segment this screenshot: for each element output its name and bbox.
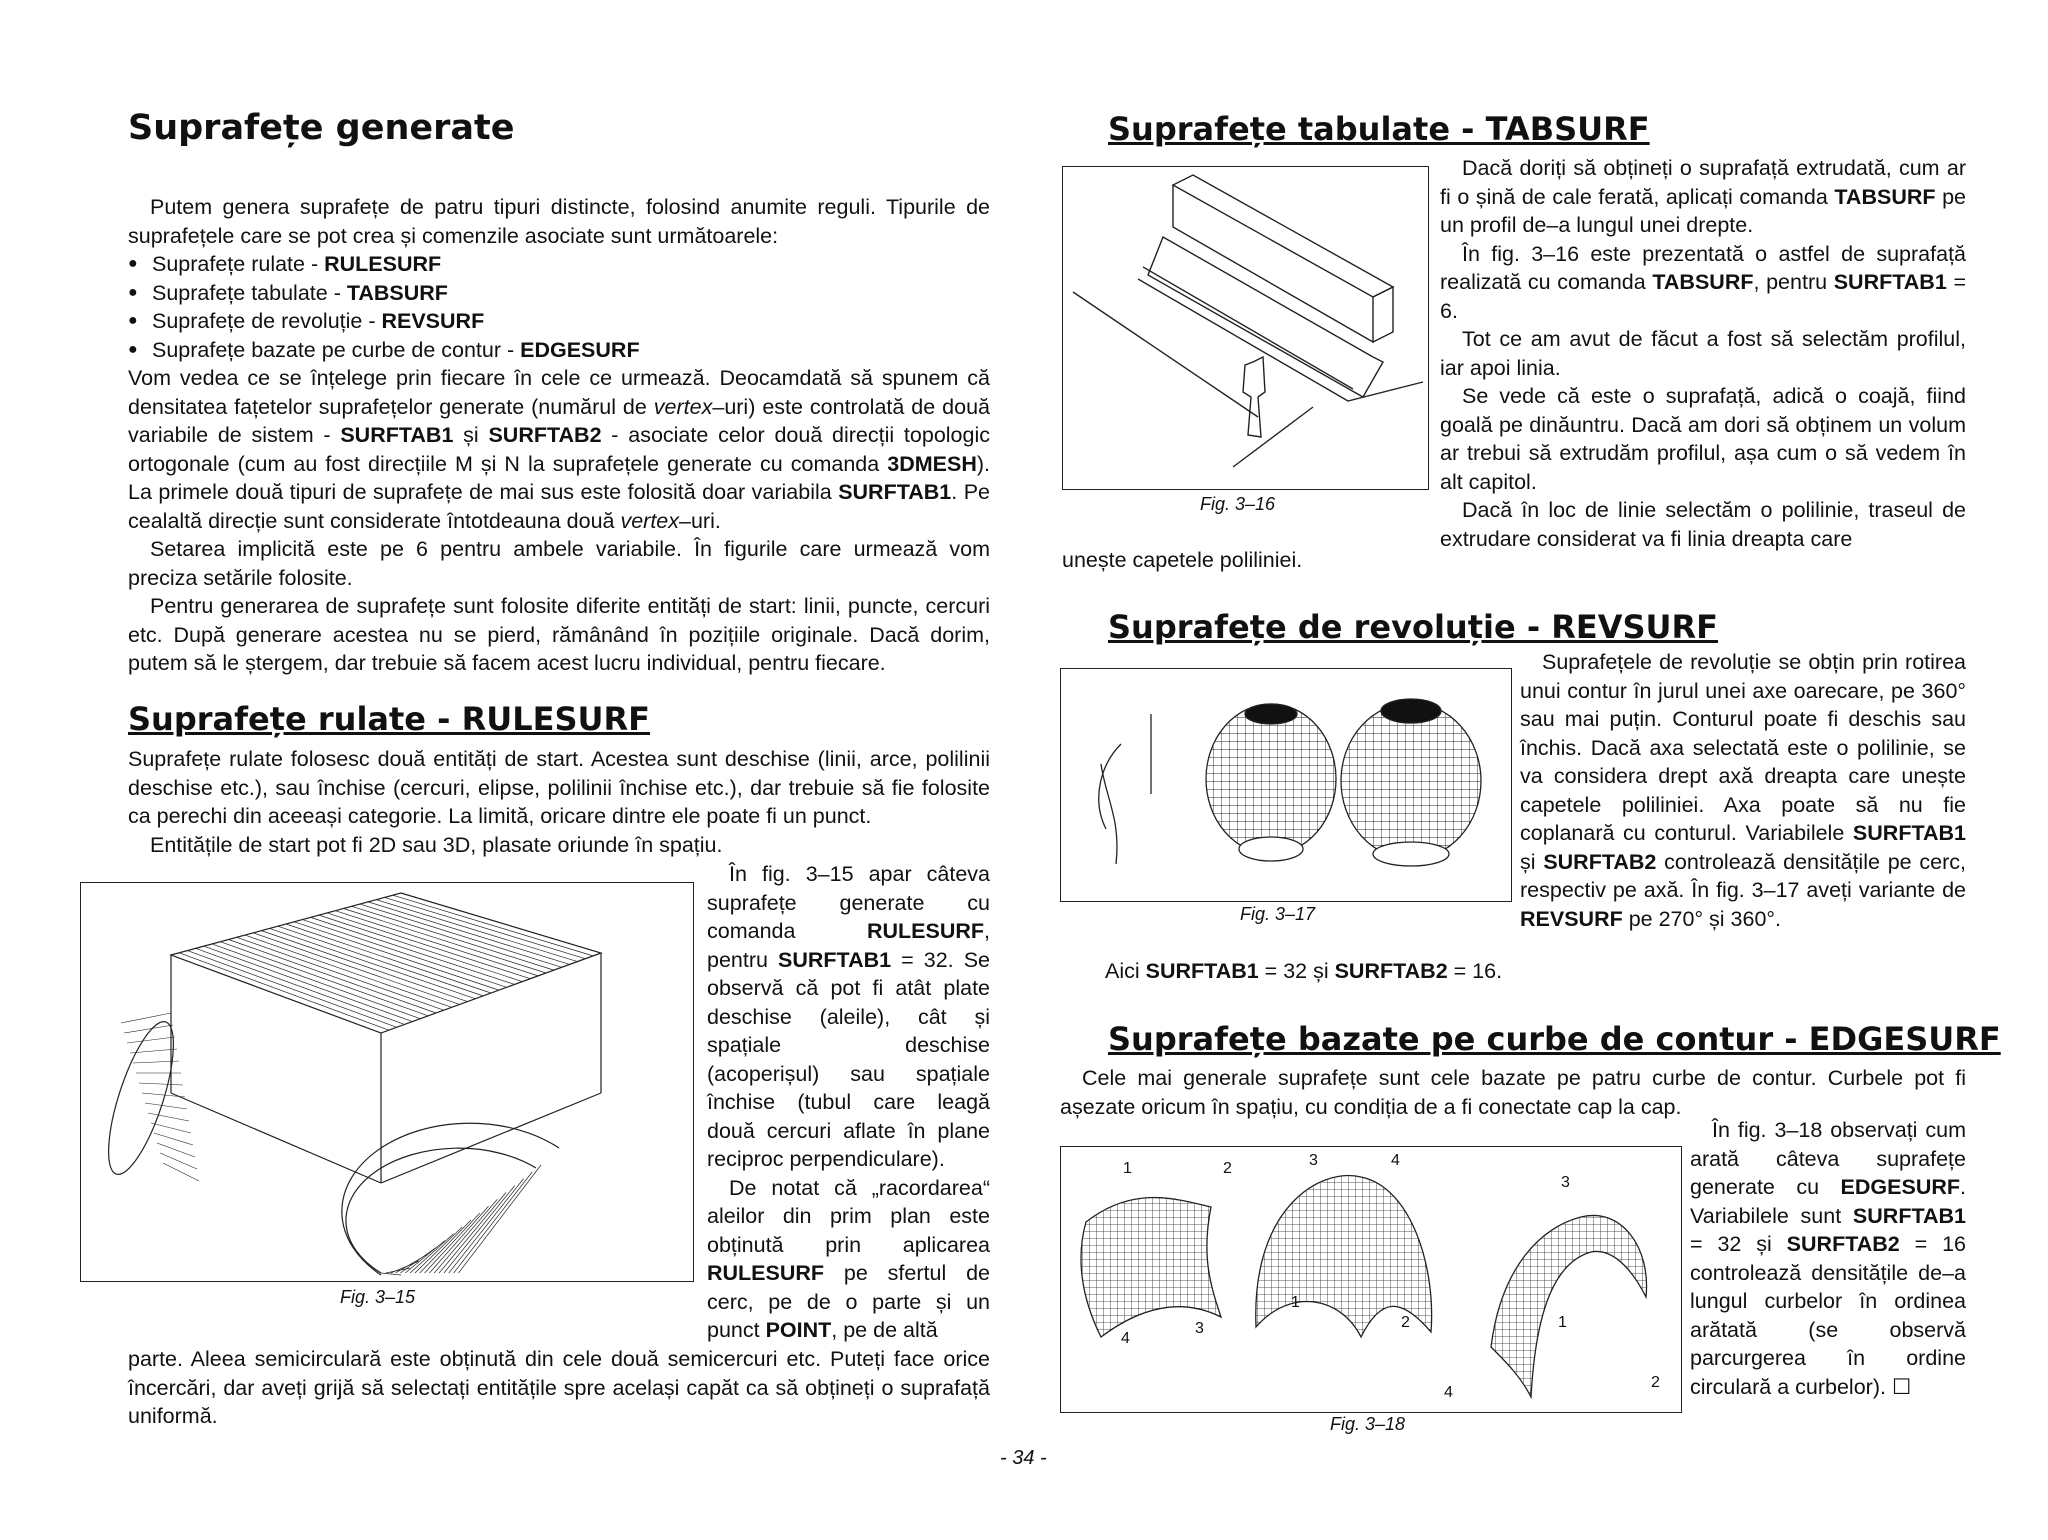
curve-label: 4	[1391, 1152, 1400, 1169]
roof-ruling-line	[335, 911, 538, 976]
tube-ruling-line	[151, 1123, 191, 1133]
list-item: ● Suprafețe de revoluție - REVSURF	[128, 307, 990, 336]
list-item: ● Suprafețe rulate - RULESURF	[128, 250, 990, 279]
curve-label: 2	[1651, 1374, 1660, 1391]
edgesurf-paragraph: Cele mai generale suprafețe sunt cele bazate pe patru curbe de contur. Curbele pot fi așezate oricum în spațiu, cu condiția de a fi conectate cap la cap.	[1060, 1066, 1966, 1119]
tabsurf-heading: Suprafețe tabulate - TABSURF	[1108, 110, 1650, 148]
roof-ruling-line	[237, 937, 444, 1010]
figure-3-17	[1060, 668, 1512, 902]
roof-ruling-line	[385, 897, 586, 958]
list-item: ● Suprafețe bazate pe curbe de contur - EDGESURF	[128, 336, 990, 365]
revsurf-illustration	[1061, 669, 1511, 901]
intro-section	[128, 193, 990, 678]
roof-ruling-line	[294, 922, 499, 990]
tube-ruling-line	[163, 1163, 199, 1181]
figure-caption: Fig. 3–15	[340, 1287, 416, 1307]
roof-ruling-line	[286, 924, 491, 993]
edgesurf-heading: Suprafețe bazate pe curbe de contur - EDGESURF	[1108, 1020, 2001, 1058]
figure-caption: Fig. 3–16	[1200, 494, 1276, 514]
tube-ruling-line	[157, 1143, 195, 1157]
curve-label: 4	[1121, 1330, 1130, 1347]
edgesurf-illustration	[1061, 1147, 1681, 1412]
roof-ruling-line	[401, 893, 601, 953]
roof-ruling-line	[376, 900, 577, 962]
density-paragraph: Vom vedea ce se înțelege prin fiecare în cele ce urmează. Deocamdată să spunem că densitatea fațetelor suprafețelor generate (numărul de vertex–uri) este controlată de două variabile de sistem - SURFTAB1 și SURFTAB2 - asociate celor două direcții topologic ortogonale (cum au fost direcțiile M și N la suprafețele generate cu comanda 3DMESH). La primele două tipuri de suprafețe de mai sus este folosită doar variabila SURFTAB1. Pe cealaltă direcție sunt considerate întotdeauna două vertex–uri.	[128, 366, 990, 533]
path-ruling-line	[444, 1186, 515, 1273]
tabsurf-paragraph: Dacă doriți să obțineți o suprafață extrudată, cum ar fi o șină de cale ferată, aplicați comanda TABSURF pe un profil de–a lungul unei drepte.	[1440, 156, 1966, 237]
roof-ruling-line	[261, 931, 467, 1002]
intro-paragraph: Putem genera suprafețe de patru tipuri distincte, folosind anumite reguli. Tipurile de suprafețele care se pot crea și comenzile asociate sunt următoarele:	[128, 195, 990, 248]
rulesurf-side-paragraph: În fig. 3–15 apar câteva suprafețe generate cu comanda RULESURF, pentru SURFTAB1 = 32. Se observă că pot fi atât plate deschise (aleile), cât și spațiale deschise (acoperișul) sau spațiale închise (tubul care leagă două cercuri aflate în plane reciproc perpendiculare).	[707, 862, 990, 1171]
tube-ruling-line	[154, 1133, 193, 1145]
roof-ruling-line	[344, 909, 547, 974]
roof-ruling-line	[302, 920, 506, 988]
roof-ruling-line	[368, 902, 569, 965]
path-ruling-line	[454, 1172, 533, 1273]
edgesurf-side-text	[1690, 1116, 1966, 1401]
rulesurf-illustration	[81, 883, 693, 1281]
roof-ruling-line	[229, 940, 437, 1014]
path-ruling-line	[400, 1248, 436, 1274]
curve-label: 4	[1444, 1384, 1453, 1401]
revsurf-side-text	[1520, 648, 1966, 933]
tube-ruling-line	[139, 1083, 183, 1085]
page-title: Suprafețe generate	[128, 108, 515, 148]
rail-illustration	[1063, 167, 1428, 489]
curve-label: 2	[1401, 1314, 1410, 1331]
rulesurf-side-text	[707, 860, 990, 1345]
tube-ruling-line	[145, 1103, 187, 1109]
curve-label: 2	[1223, 1160, 1232, 1177]
rulesurf-closing	[128, 1345, 990, 1431]
curve-label: 3	[1309, 1152, 1318, 1169]
revsurf-paragraph: Suprafețele de revoluție se obțin prin rotirea unui contur în jurul unei axe oarecare, pe 360° sau mai puțin. Conturul poate fi deschis sau închis. Dacă axa selectată este o polilinie, se va considera drept axă dreapta care unește capetele poliliniei. Axa poate să nu fie coplanară cu conturul. Variabilele SURFTAB1 și SURFTAB2 controlează densitățile pe cerc, respectiv pe axă. În fig. 3–17 aveți variante de REVSURF pe 270° și 360°.	[1520, 650, 1966, 931]
path-ruling-line	[434, 1199, 497, 1273]
start-entities-paragraph: Pentru generarea de suprafețe sunt folosite diferite entități de start: linii, puncte, cercuri etc. După generare acestea nu se pierd, rămânând în pozițiile originale. Dacă dorim, putem să le ștergem, dar trebuie să facem acest lucru individual, pentru fiecare.	[128, 594, 990, 675]
revsurf-settings: Aici SURFTAB1 = 32 și SURFTAB2 = 16.	[1105, 959, 1503, 983]
tabsurf-side-text	[1440, 154, 1966, 553]
curve-label: 1	[1123, 1160, 1132, 1177]
rulesurf-section	[128, 745, 990, 859]
figure-caption: Fig. 3–18	[1330, 1414, 1406, 1434]
roof-ruling-line	[245, 935, 452, 1007]
curve-label: 3	[1561, 1174, 1570, 1191]
edgesurf-intro	[1060, 1064, 1966, 1121]
roof-ruling-line	[270, 928, 476, 998]
tabsurf-paragraph-6: unește capetele poliliniei.	[1062, 548, 1303, 572]
tabsurf-paragraph-3: Tot ce am avut de făcut a fost să selectăm profilul, iar apoi linia.	[1440, 327, 1966, 380]
roof-ruling-line	[253, 933, 459, 1005]
path-ruling-line	[425, 1213, 480, 1273]
tube-ruling-line	[142, 1093, 185, 1097]
rulesurf-paragraph: Suprafețe rulate folosesc două entități de start. Acestea sunt deschise (linii, arce, polilinii deschise etc.), sau închise (cercuri, elipse, polilinii închise etc.), dar trebuie să fie folosite ca perechi din aceeași categorie. La limită, oricare dintre ele poate fi un punct.	[128, 747, 990, 828]
path-ruling-line	[439, 1193, 506, 1274]
default-setting-paragraph: Setarea implicită este pe 6 pentru ambele variabile. În figurile care urmează vom preciza setările folosite.	[128, 537, 990, 590]
path-ruling-line	[449, 1179, 524, 1273]
page-number: - 34 -	[1000, 1447, 1047, 1469]
figure-caption: Fig. 3–17	[1240, 904, 1316, 924]
tabsurf-paragraph-2: În fig. 3–16 este prezentată o astfel de suprafață realizată cu comanda TABSURF, pentru SURFTAB1 = 6.	[1440, 241, 1966, 323]
end-mark: ☐	[1891, 1374, 1912, 1399]
figure-3-15	[80, 882, 694, 1282]
roof-ruling-line	[393, 895, 593, 956]
edgesurf-side-paragraph: În fig. 3–18 observați cum arată câteva suprafețe generate cu EDGESURF. Variabilele sunt SURFTAB1 = 32 și SURFTAB2 = 16 controlează densitățile de–a lungul curbelor în ordinea arătată (se observă parcurgerea în ordine circulară a curbelor). ☐	[1690, 1118, 1966, 1399]
figure-3-18	[1060, 1146, 1682, 1413]
roof-ruling-line	[352, 906, 554, 970]
tube-ruling-line	[148, 1113, 189, 1121]
path-ruling-line	[459, 1165, 542, 1273]
tabsurf-paragraph-4: Se vede că este o suprafață, adică o coajă, fiind goală pe dinăuntru. Dacă am dori să obținem un volum ar trebui să extrudăm profilul, așa cum o să vedem în alt capitol.	[1440, 384, 1966, 494]
rulesurf-side-paragraph-2: De notat că „racordarea“ aleilor din prim plan este obținută prin aplicarea RULESURF pe sfertul de cerc, pe de o parte și un punct POINT, pe de altă	[707, 1175, 990, 1342]
revsurf-heading: Suprafețe de revoluție - REVSURF	[1108, 608, 1719, 646]
rulesurf-paragraph-2: Entitățile de start pot fi 2D sau 3D, plasate oriunde în spațiu.	[150, 832, 723, 857]
roof-ruling-line	[360, 904, 562, 967]
rulesurf-heading: Suprafețe rulate - RULESURF	[128, 700, 650, 738]
path-ruling-line	[381, 1273, 401, 1275]
tube-ruling-line	[127, 1037, 175, 1043]
curve-label: 1	[1558, 1314, 1567, 1331]
roof-ruling-line	[220, 942, 428, 1016]
curve-label: 3	[1195, 1320, 1204, 1337]
curve-label: 1	[1291, 1294, 1300, 1311]
roof-ruling-line	[278, 926, 483, 996]
list-item: ● Suprafețe tabulate - TABSURF	[128, 279, 990, 308]
path-ruling-line	[415, 1227, 462, 1273]
figure-3-16	[1062, 166, 1429, 490]
tabsurf-paragraph-5: Dacă în loc de linie selectăm o polilinie, traseul de extrudare considerat va fi linia dreapta care	[1440, 498, 1966, 551]
rulesurf-closing-paragraph: parte. Aleea semicirculară este obținută din cele două semicercuri etc. Puteți face orice încercări, dar aveți grijă să selectați entitățile spre același capăt ca să obțineți o suprafață uniformă.	[128, 1347, 990, 1428]
surface-type-list	[128, 250, 990, 364]
